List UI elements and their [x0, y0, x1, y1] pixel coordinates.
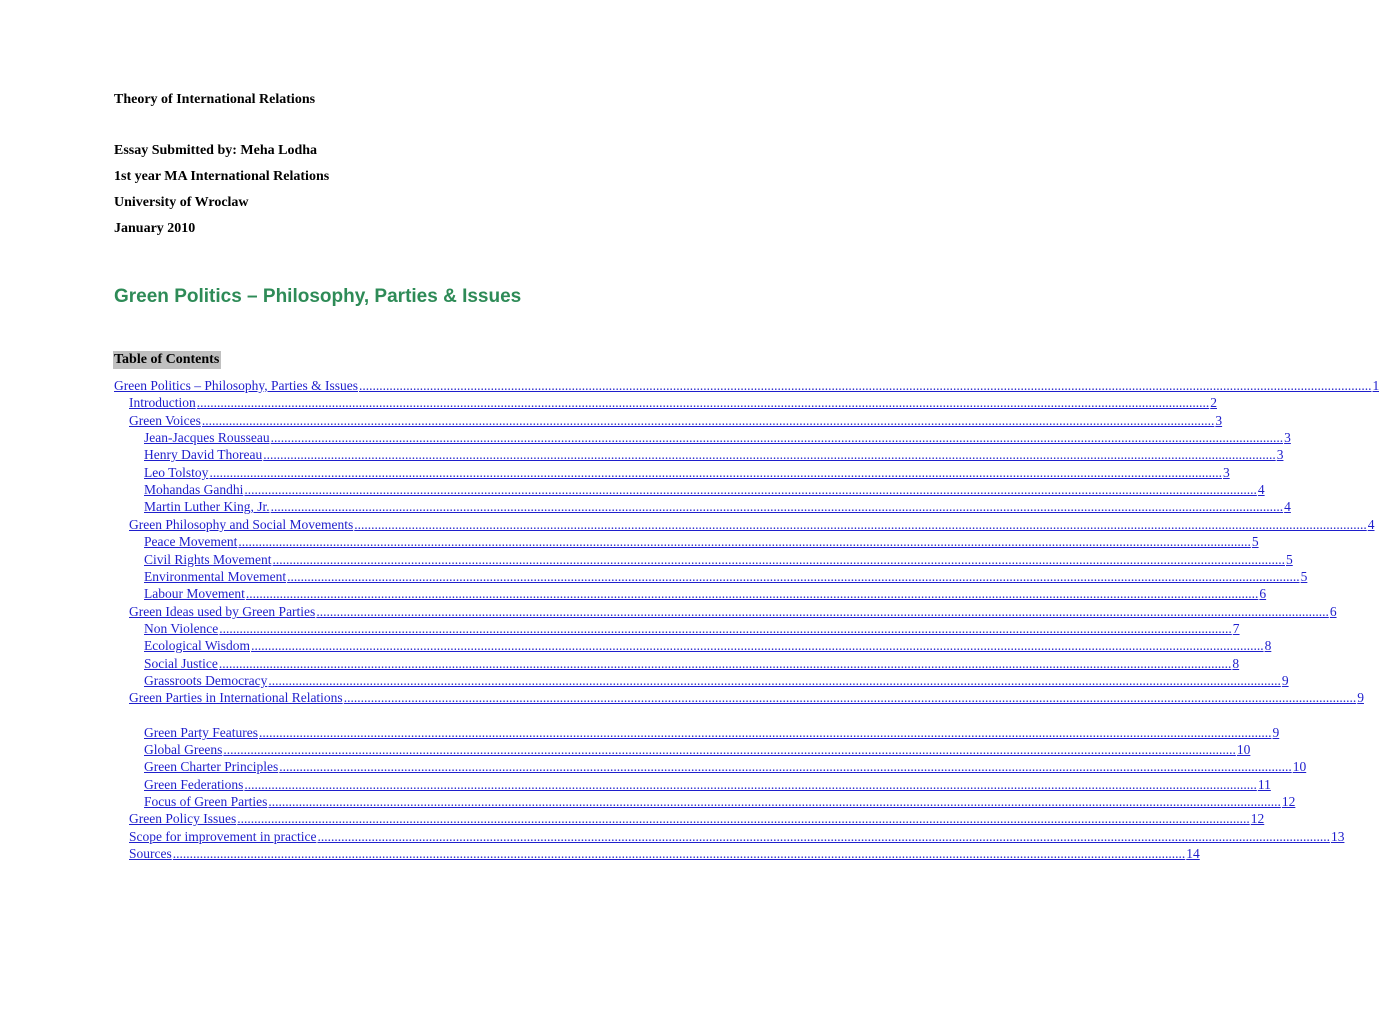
toc-entry[interactable]: [144, 465, 1230, 481]
toc-entry[interactable]: [144, 569, 1308, 585]
toc-entry[interactable]: [144, 759, 1307, 775]
toc-entry-label: Introduction: [129, 395, 196, 410]
toc-dot-leader: ............................................................................................................................................................................................................................................................................................................: [263, 447, 1276, 462]
toc-entry-page: 5: [1286, 552, 1293, 567]
toc-entry-label: Global Greens: [144, 742, 223, 757]
toc-entry[interactable]: [144, 552, 1293, 568]
toc-entry-page: 12: [1281, 794, 1296, 809]
toc-entry-label: Green Voices: [129, 413, 201, 428]
toc-entry-page: 8: [1232, 656, 1240, 671]
toc-dot-leader: ............................................................................................................................................................................................................................................................................................................: [223, 742, 1236, 757]
toc-entry-label: Jean-Jacques Rousseau: [144, 430, 270, 445]
toc-entry[interactable]: [144, 638, 1272, 654]
toc-entry-page: 3: [1284, 430, 1291, 445]
toc-dot-leader: ............................................................................................................................................................................................................................................................................................................: [268, 794, 1281, 809]
toc-entry[interactable]: [144, 673, 1289, 689]
toc-dot-leader: ............................................................................................................................................................................................................................................................................................................: [218, 656, 1232, 671]
toc-entry-page: 3: [1215, 413, 1223, 428]
toc-entry-page: 6: [1259, 586, 1267, 601]
toc-entry-label: Environmental Movement: [144, 569, 287, 584]
toc-entry-page: 9: [1281, 673, 1289, 688]
toc-entry-page: 8: [1264, 638, 1272, 653]
toc-dot-leader: ............................................................................................................................................................................................................................................................................................................: [272, 552, 1286, 567]
toc-dot-leader: ............................................................................................................................................................................................................................................................................................................: [268, 673, 1281, 688]
toc-dot-leader: ............................................................................................................................................................................................................................................................................................................: [287, 569, 1300, 584]
toc-entry-label: Green Ideas used by Green Parties: [129, 604, 316, 619]
toc-entry-label: Sources: [129, 846, 172, 861]
toc-entry-label: Green Charter Principles: [144, 759, 279, 774]
toc-entry-page: 4: [1284, 499, 1291, 514]
toc-dot-leader: ............................................................................................................................................................................................................................................................................................................: [279, 759, 1292, 774]
toc-entry[interactable]: [144, 534, 1259, 550]
toc-entry-page: 10: [1292, 759, 1307, 774]
toc-entry-page: 5: [1251, 534, 1259, 549]
toc-dot-leader: ............................................................................................................................................................................................................................................................................................................: [258, 725, 1272, 740]
toc-entry[interactable]: [144, 742, 1251, 758]
toc-heading: Table of Contents: [114, 352, 220, 367]
toc-dot-leader: ............................................................................................................................................................................................................................................................................................................: [244, 777, 1257, 792]
toc-entry-page: 2: [1210, 395, 1217, 410]
toc-entry[interactable]: [129, 690, 1364, 706]
toc-dot-leader: ............................................................................................................................................................................................................................................................................................................: [270, 430, 1284, 445]
toc-entry-page: 5: [1300, 569, 1308, 584]
header-course: Theory of International Relations: [114, 92, 316, 107]
toc-entry-page: 1: [1372, 378, 1379, 393]
toc-entry-label: Peace Movement: [144, 534, 238, 549]
toc-entry-page: 4: [1367, 517, 1375, 532]
toc-entry-page: 6: [1329, 604, 1337, 619]
toc-dot-leader: ............................................................................................................................................................................................................................................................................................................: [317, 829, 1330, 844]
toc-entry-label: Civil Rights Movement: [144, 552, 272, 567]
toc-dot-leader: ............................................................................................................................................................................................................................................................................................................: [244, 482, 1257, 497]
toc-entry[interactable]: [129, 517, 1375, 533]
toc-entry-page: 13: [1330, 829, 1345, 844]
toc-entry-page: 3: [1276, 447, 1284, 462]
toc-entry-label: Leo Tolstoy: [144, 465, 209, 480]
toc-entry[interactable]: [129, 811, 1265, 827]
toc-entry-label: Green Party Features: [144, 725, 258, 740]
toc-entry[interactable]: [129, 395, 1217, 411]
toc-dot-leader: ............................................................................................................................................................................................................................................................................................................: [237, 811, 1250, 826]
toc-dot-leader: ............................................................................................................................................................................................................................................................................................................: [245, 586, 1259, 601]
toc-entry[interactable]: [144, 794, 1296, 810]
toc-dot-leader: ............................................................................................................................................................................................................................................................................................................: [172, 846, 1186, 861]
toc-entry[interactable]: [144, 656, 1240, 672]
toc-entry[interactable]: [129, 829, 1345, 845]
toc-dot-leader: ............................................................................................................................................................................................................................................................................................................: [209, 465, 1222, 480]
header-submitted-by: Essay Submitted by: Meha Lodha: [114, 143, 318, 158]
toc-entry-label: Green Policy Issues: [129, 811, 237, 826]
toc-entry-page: 10: [1236, 742, 1251, 757]
toc-entry[interactable]: [129, 846, 1200, 862]
toc-entry[interactable]: [144, 430, 1291, 446]
header-university: University of Wroclaw: [114, 195, 249, 210]
toc-entry[interactable]: [144, 777, 1271, 793]
toc-entry[interactable]: [129, 413, 1223, 429]
toc-entry[interactable]: [144, 499, 1291, 515]
document-title: Green Politics – Philosophy, Parties & Issues: [114, 286, 522, 307]
toc-entry-label: Martin Luther King, Jr.: [144, 499, 270, 514]
toc-dot-leader: ............................................................................................................................................................................................................................................................................................................: [316, 604, 1329, 619]
toc-entry-label: Green Philosophy and Social Movements: [129, 517, 354, 532]
toc-entry-page: 14: [1186, 846, 1200, 861]
header-date: January 2010: [114, 221, 196, 236]
toc-dot-leader: ............................................................................................................................................................................................................................................................................................................: [238, 534, 1251, 549]
toc-dot-leader: ............................................................................................................................................................................................................................................................................................................: [354, 517, 1367, 532]
toc-entry-page: 4: [1257, 482, 1265, 497]
toc-dot-leader: ............................................................................................................................................................................................................................................................................................................: [219, 621, 1232, 636]
toc-entry-page: 3: [1222, 465, 1230, 480]
toc-entry-label: Green Federations: [144, 777, 244, 792]
toc-dot-leader: ............................................................................................................................................................................................................................................................................................................: [251, 638, 1264, 653]
toc-entry[interactable]: [144, 447, 1284, 463]
toc-dot-leader: ............................................................................................................................................................................................................................................................................................................: [359, 378, 1372, 393]
toc-entry[interactable]: [144, 725, 1280, 741]
toc-entry-page: 9: [1272, 725, 1280, 740]
toc-entry-label: Non Violence: [144, 621, 219, 636]
toc-entry-label: Scope for improvement in practice: [129, 829, 317, 844]
toc-entry[interactable]: [144, 621, 1240, 637]
toc-entry-page: 12: [1250, 811, 1265, 826]
toc-dot-leader: ............................................................................................................................................................................................................................................................................................................: [343, 690, 1357, 705]
toc-entry[interactable]: [129, 604, 1337, 620]
toc-dot-leader: ............................................................................................................................................................................................................................................................................................................: [196, 395, 1210, 410]
toc-entry-label: Mohandas Gandhi: [144, 482, 244, 497]
toc-dot-leader: ............................................................................................................................................................................................................................................................................................................: [270, 499, 1284, 514]
toc-dot-leader: ............................................................................................................................................................................................................................................................................................................: [201, 413, 1215, 428]
header-program: 1st year MA International Relations: [114, 169, 330, 184]
toc-entry-label: Green Politics – Philosophy, Parties & Issues: [114, 378, 358, 393]
toc-entry[interactable]: [114, 378, 1379, 394]
toc-entry-label: Social Justice: [144, 656, 218, 671]
toc-entry-label: Green Parties in International Relations: [129, 690, 343, 705]
toc-entry-label: Ecological Wisdom: [144, 638, 251, 653]
toc-entry-label: Focus of Green Parties: [144, 794, 268, 809]
toc-entry[interactable]: [144, 586, 1267, 602]
toc-entry-label: Labour Movement: [144, 586, 245, 601]
toc-entry-page: 7: [1232, 621, 1240, 636]
toc-entry-label: Grassroots Democracy: [144, 673, 268, 688]
toc-entry-page: 11: [1257, 777, 1271, 792]
toc-entry-page: 9: [1357, 690, 1364, 705]
toc-entry[interactable]: [144, 482, 1265, 498]
toc-entry-label: Henry David Thoreau: [144, 447, 263, 462]
